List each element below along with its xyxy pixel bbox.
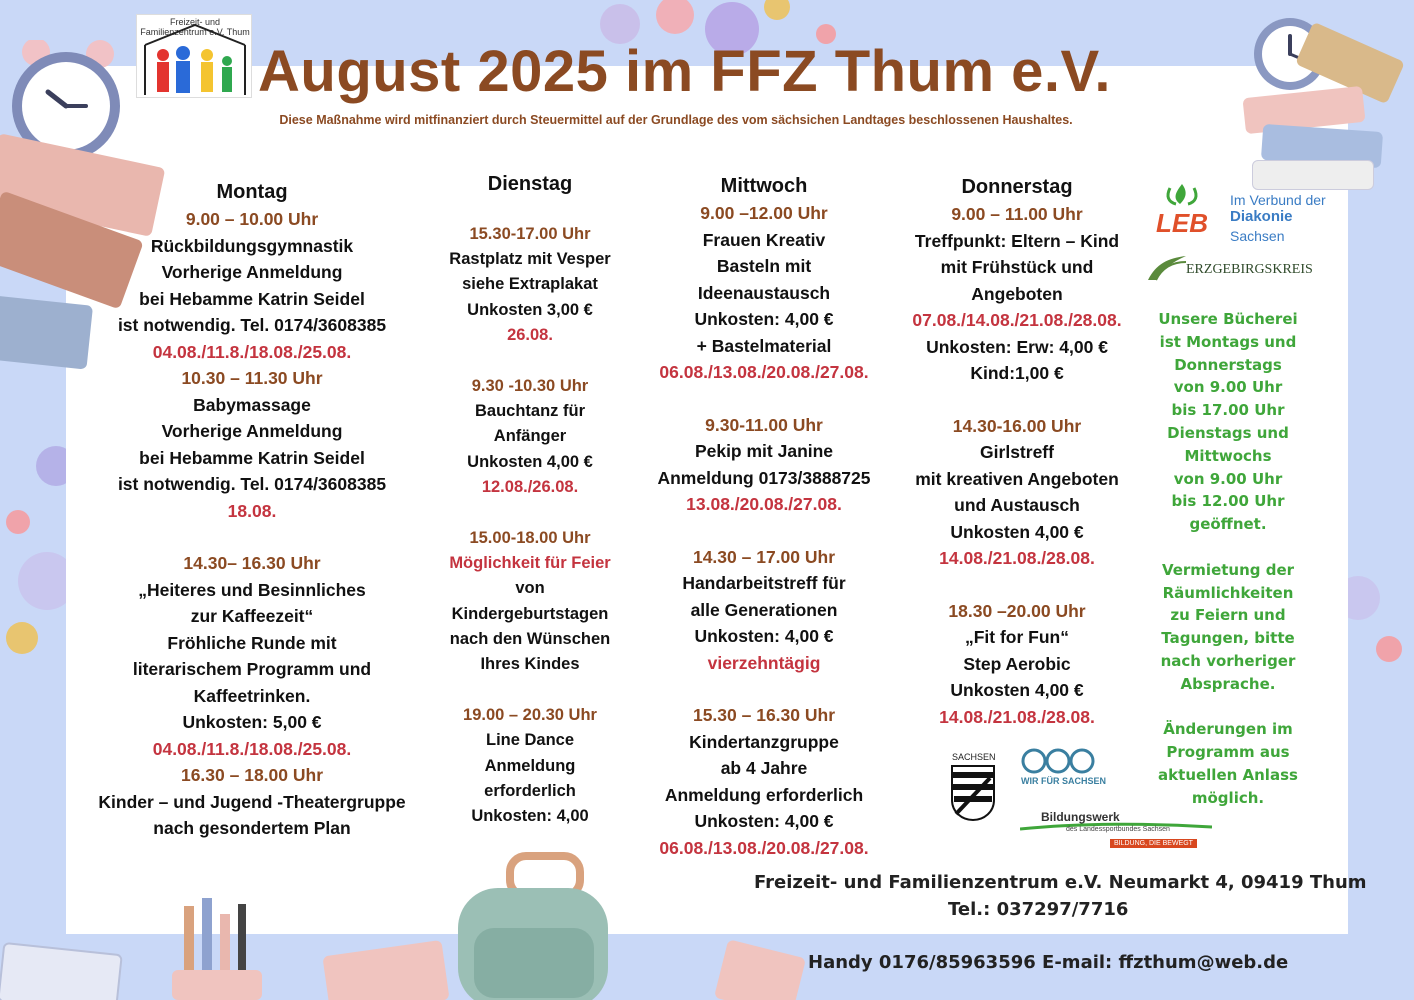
event-time: 14.30-16.00 Uhr: [952, 415, 1082, 436]
event-text: Kinder – und Jugend -Theatergruppe: [98, 791, 406, 812]
event-text: Line Dance: [485, 731, 575, 750]
event-text: nach gesondertem Plan: [153, 818, 351, 838]
spacer: [1148, 536, 1308, 559]
event-text: ist notwendig. Tel. 0174/3608385: [117, 315, 387, 335]
decor-bubble: [6, 510, 30, 534]
diakonie-label: Sachsen: [1230, 228, 1285, 244]
diakonie-label: Diakonie: [1230, 208, 1293, 225]
event-text: von: [515, 579, 545, 598]
event-time: 14.30– 16.30 Uhr: [183, 553, 321, 573]
bildungswerk-tag: BILDUNG, DIE BEWEGT: [1110, 839, 1197, 848]
event-dates: 07.08./14.08./21.08./28.08.: [912, 310, 1122, 330]
event-text: Girlstreff: [980, 442, 1054, 462]
event-text: zur Kaffeezeit“: [190, 606, 314, 626]
event-time: 9.00 –12.00 Uhr: [700, 203, 828, 223]
event-text: Unkosten 4,00 €: [950, 521, 1084, 542]
event-text: Basteln mit: [716, 256, 812, 276]
event-text: Unkosten 4,00 €: [950, 680, 1084, 700]
event-text: Angeboten: [971, 283, 1063, 304]
event-text: Unkosten 4,00 €: [467, 452, 593, 471]
event-text: Kind:1,00 €: [970, 363, 1064, 383]
funding-note: Diese Maßnahme wird mitfinanziert durch Steuermittel auf der Grundlage des vom sächsichen Landtages beschlossenen Haushaltes.: [279, 113, 1073, 127]
backpack-icon: [444, 852, 624, 1000]
info-line: Dienstags und: [1167, 423, 1289, 442]
spacer: [894, 572, 1140, 598]
event-text: Rückbildungsgymnastik: [150, 235, 354, 256]
phone: Tel.: 037297/7716: [948, 899, 1129, 920]
event-text: Fröhliche Runde mit: [167, 632, 337, 653]
contact: Handy 0176/85963596 E-mail: ffzthum@web.de: [808, 952, 1289, 973]
spacer: [430, 500, 630, 526]
event-text: Vorherige Anmeldung: [161, 262, 343, 282]
ffz-logo: [136, 14, 252, 98]
info-column: [1148, 308, 1308, 810]
event-dates: 04.08./11.8./18.08./25.08.: [152, 738, 352, 759]
event-text: ab 4 Jahre: [720, 758, 808, 778]
info-line: bis 17.00 Uhr: [1171, 401, 1285, 420]
event-text: Anmeldung: [484, 756, 576, 775]
event-dates: Möglichkeit für Feier: [449, 554, 611, 573]
info-line: Vermietung der: [1161, 560, 1295, 579]
event-text: „Fit for Fun“: [964, 627, 1069, 647]
spacer: [640, 518, 888, 544]
event-text: Ihres Kindes: [480, 655, 580, 674]
diakonie-label: Im Verbund der: [1230, 192, 1326, 208]
event-text: Frauen Kreativ: [702, 229, 826, 250]
event-text: Vorherige Anmeldung: [161, 421, 343, 441]
event-dates: 13.08./20.08./27.08.: [686, 494, 842, 514]
notebook-icon: [714, 939, 806, 1000]
spacer: [430, 677, 630, 703]
event-text: bei Hebamme Katrin Seidel: [139, 447, 365, 468]
event-text: und Austausch: [954, 495, 1080, 515]
info-line: Unsere Bücherei: [1158, 310, 1298, 328]
event-text: Treffpunkt: Eltern – Kind: [914, 230, 1120, 251]
event-text: literarischem Programm und: [132, 659, 372, 679]
event-text: Kindergeburtstagen: [451, 604, 609, 623]
book-stack-icon: [1252, 160, 1374, 190]
info-line: Änderungen im: [1163, 720, 1293, 739]
decor-bubble: [656, 0, 694, 34]
event-text: mit kreativen Angeboten: [915, 468, 1119, 489]
info-line: Tagungen, bitte: [1161, 629, 1295, 648]
spacer: [430, 348, 630, 374]
info-line: zu Feiern und: [1170, 606, 1286, 625]
event-text: siehe Extraplakat: [462, 275, 598, 294]
event-text: Kaffeetrinken.: [193, 685, 311, 706]
event-text: nach den Wünschen: [449, 629, 611, 648]
event-text: Unkosten: 4,00 €: [694, 626, 834, 646]
day-heading: Donnerstag: [961, 176, 1073, 198]
event-text: Unkosten: 4,00 €: [694, 811, 834, 831]
info-line: Absprache.: [1180, 674, 1276, 693]
event-text: Bauchtanz für: [474, 402, 585, 421]
spacer: [640, 676, 888, 702]
event-time: 15.30-17.00 Uhr: [469, 225, 591, 243]
event-text: alle Generationen: [690, 599, 838, 620]
info-line: geöffnet.: [1189, 515, 1267, 534]
event-dates: 18.08.: [227, 500, 277, 521]
event-dates: 12.08./26.08.: [481, 477, 579, 496]
event-text: Handarbeitstreff für: [682, 573, 846, 593]
sachsen-crest-icon: [950, 764, 996, 822]
event-text: Anmeldung 0173/3888725: [657, 467, 871, 488]
event-text: Pekip mit Janine: [694, 441, 834, 461]
event-time: 9.00 – 11.00 Uhr: [951, 204, 1083, 224]
info-line: ist Montags und: [1159, 332, 1297, 351]
spacer: [96, 524, 408, 550]
event-text: ist notwendig. Tel. 0174/3608385: [117, 474, 387, 494]
event-time: 9.30 -10.30 Uhr: [471, 377, 589, 396]
event-time: 15.30 – 16.30 Uhr: [692, 705, 836, 725]
event-text: erforderlich: [484, 781, 576, 800]
event-text: Unkosten: 5,00 €: [182, 712, 322, 732]
event-time: 9.30-11.00 Uhr: [705, 414, 823, 435]
spacer: [894, 387, 1140, 413]
column-mittwoch: [640, 172, 888, 861]
wir-fuer-sachsen-logo-icon: [1020, 746, 1096, 776]
event-text: Anmeldung erforderlich: [664, 784, 864, 805]
decor-bubble: [1376, 636, 1402, 662]
notebook-icon: [322, 940, 449, 1000]
event-dates: 06.08./13.08./20.08./27.08.: [659, 362, 869, 382]
decor-bubble: [764, 0, 790, 20]
event-text: + Bastelmaterial: [696, 335, 832, 356]
event-text: bei Hebamme Katrin Seidel: [139, 288, 365, 309]
erzgebirgskreis-label: ERZGEBIRGSKREIS: [1186, 262, 1313, 277]
column-donnerstag: [894, 173, 1140, 730]
page-title: August 2025 im FFZ Thum e.V.: [258, 39, 1112, 104]
info-line: Donnerstags: [1174, 355, 1282, 374]
info-line: Mittwochs: [1184, 446, 1272, 465]
event-text: mit Frühstück und: [940, 257, 1094, 277]
info-line: Programm aus: [1166, 743, 1290, 762]
sachsen-label: SACHSEN: [952, 752, 996, 762]
event-time: 19.00 – 20.30 Uhr: [463, 706, 597, 725]
event-dates: vierzehntägig: [707, 652, 821, 673]
pencil-cup-icon: [156, 896, 276, 1000]
day-heading: Montag: [216, 181, 288, 203]
decor-bubble: [6, 622, 38, 654]
book-stack-icon: [0, 294, 93, 369]
column-dienstag: [430, 170, 630, 829]
event-text: Kindertanzgruppe: [689, 731, 839, 752]
column-montag: [96, 178, 408, 842]
info-line: möglich.: [1191, 788, 1265, 807]
leb-label: LEB: [1156, 208, 1208, 238]
info-line: von 9.00 Uhr: [1173, 469, 1283, 488]
event-text: Anfänger: [493, 427, 567, 446]
event-text: Unkosten: 4,00 €: [694, 309, 834, 329]
event-time: 18.30 –20.00 Uhr: [948, 600, 1086, 621]
event-time: 16.30 – 18.00 Uhr: [180, 765, 324, 785]
address: Freizeit- und Familienzentrum e.V. Neumarkt 4, 09419 Thum: [754, 872, 1367, 893]
info-line: bis 12.00 Uhr: [1171, 492, 1285, 511]
event-time: 9.00 – 10.00 Uhr: [185, 209, 319, 229]
event-text: Ideenaustausch: [697, 282, 831, 303]
info-line: von 9.00 Uhr: [1173, 378, 1283, 397]
event-text: Rastplatz mit Vesper: [449, 250, 611, 269]
event-text: Babymassage: [193, 394, 311, 415]
bildungswerk-sub: des Landessportbundes Sachsen: [1066, 826, 1170, 833]
event-text: „Heiteres und Besinnliches: [138, 579, 366, 600]
event-time: 14.30 – 17.00 Uhr: [692, 546, 836, 567]
event-time: 15.00-18.00 Uhr: [469, 529, 591, 548]
wir-fuer-sachsen-label: WIR FÜR SACHSEN: [1021, 776, 1106, 786]
event-dates: 04.08./11.8./18.08./25.08.: [152, 341, 352, 362]
event-dates: 06.08./13.08./20.08./27.08.: [659, 837, 869, 858]
notebook-icon: [0, 942, 123, 1000]
erzgebirgskreis-logo-icon: [1146, 254, 1188, 282]
event-text: Unkosten: Erw: 4,00 €: [926, 336, 1108, 357]
logo-text: Freizeit- und Familienzentrum e.V. Thum: [140, 17, 250, 37]
spacer: [1148, 696, 1308, 719]
event-text: Step Aerobic: [963, 653, 1071, 674]
event-dates: 14.08./21.08./28.08.: [939, 706, 1095, 727]
spacer: [640, 386, 888, 412]
event-text: Unkosten 3,00 €: [467, 300, 593, 319]
day-heading: Mittwoch: [720, 175, 808, 197]
bildungswerk-label: Bildungswerk: [1041, 810, 1120, 824]
info-line: Räumlichkeiten: [1162, 583, 1294, 602]
info-line: nach vorheriger: [1160, 651, 1296, 670]
event-text: Unkosten: 4,00: [471, 807, 589, 826]
event-time: 10.30 – 11.30 Uhr: [181, 368, 323, 388]
day-heading: Dienstag: [487, 173, 573, 195]
info-line: aktuellen Anlass: [1158, 765, 1298, 784]
event-dates: 26.08.: [507, 325, 553, 344]
event-dates: 14.08./21.08./28.08.: [939, 548, 1095, 568]
